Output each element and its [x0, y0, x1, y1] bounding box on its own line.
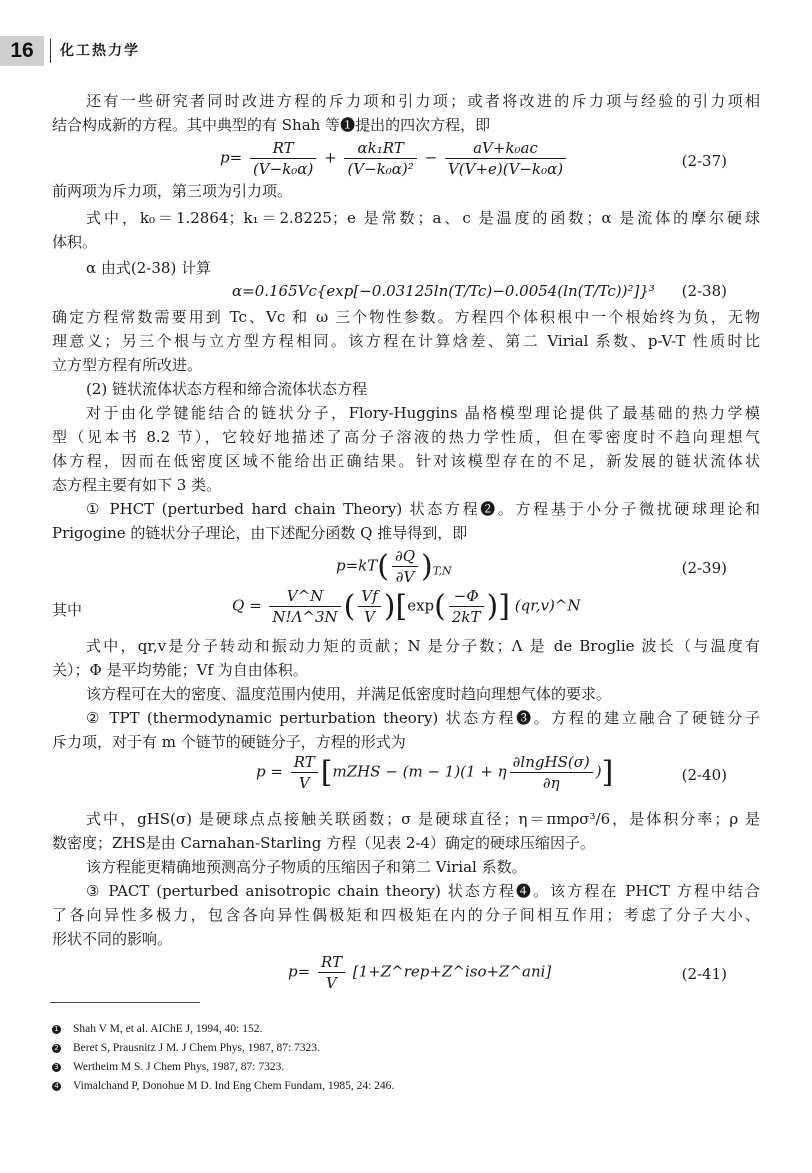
denominator: V(V+e)(V−k₀α)	[447, 160, 564, 178]
text-line: 型（见本书 8.2 节），它较好地描述了高分子溶液的热力学性质，但在零密度时不趋向理想气	[52, 428, 760, 446]
equation-2-40	[256, 752, 613, 793]
equation-2-41	[288, 952, 551, 993]
paren: )	[383, 589, 396, 624]
exp-label: exp	[407, 596, 435, 615]
equation-number: (2-38)	[681, 282, 727, 300]
text-line: 该方程可在大的密度、温度范围内使用，并满足低密度时趋向理想气体的要求。	[86, 685, 612, 703]
equation-2-38: α=0.165Vc{exp[−0.03125ln(T/Tc)−0.0054(ln(T/Tc))²]}³	[232, 282, 655, 300]
text-line: 还有一些研究者同时改进方程的斥力项和引力项；或者将改进的斥力项与经验的引力项相	[86, 92, 760, 110]
text-line: α 由式(2-38) 计算	[86, 259, 212, 277]
text-line: (2) 链状流体状态方程和缔合流体状态方程	[86, 380, 368, 398]
fraction	[510, 752, 593, 793]
footnote-rule	[50, 1002, 200, 1003]
text-line: 对于由化学键能结合的链状分子，Flory-Huggins 晶格模型理论提供了最基础的热力学模	[86, 404, 760, 422]
numerator: Vf	[358, 586, 380, 607]
footnote	[52, 1040, 320, 1056]
numerator: RT	[250, 138, 316, 159]
bracket: ]	[498, 589, 510, 624]
denominator: V	[326, 974, 337, 992]
footnote-marker: 1	[52, 1025, 61, 1034]
eq-end: )	[595, 762, 602, 781]
text-line: 确定方程常数需要用到 Tc、Vc 和 ω 三个物性参数。方程四个体积根中一个根始终为负，无物	[52, 308, 760, 326]
fraction	[318, 952, 345, 993]
text-line: 体积。	[52, 233, 98, 251]
footnote-text: Vimalchand P, Donohue M D. Ind Eng Chem Fundam, 1985, 24: 246.	[73, 1080, 395, 1092]
eq-lhs: p=	[288, 962, 311, 981]
operator: −	[424, 148, 438, 167]
text-line: 式中，gHS(σ) 是硬球点点接触关联函数；σ 是硬球直径；η＝πmρσ³/6，是体积分率；ρ 是	[86, 810, 760, 828]
denominator: (V−k₀α)²	[347, 160, 414, 178]
bracket: [	[320, 755, 333, 790]
text-line: 关）；Φ 是平均势能；Vf 为自由体积。	[52, 661, 308, 679]
numerator: −Φ	[449, 586, 484, 607]
text-line: 形状不同的影响。	[52, 930, 173, 948]
denominator: ∂V	[395, 568, 415, 586]
numerator: αk₁RT	[344, 138, 416, 159]
text-line: ③ PACT (perturbed anisotropic chain theory) 状态方程❹。该方程在 PHCT 方程中结合	[86, 882, 760, 900]
text-line: 式中，qr,v是分子转动和振动力矩的贡献；N 是分子数；Λ 是 de Broglie 波长（与温度有	[86, 637, 760, 655]
eq-lhs: p=	[220, 148, 243, 167]
text-line: 态方程主要有如下 3 类。	[52, 476, 222, 494]
fraction	[344, 138, 416, 179]
fraction	[250, 138, 316, 179]
text-line: ② TPT (thermodynamic perturbation theory) 状态方程❸。方程的建立融合了硬链分子	[86, 709, 760, 727]
eq-middle: mZHS − (m − 1)(1 + η	[332, 762, 507, 781]
denominator: (V−k₀α)	[252, 160, 314, 178]
paren: (	[343, 589, 356, 624]
equation-2-37	[220, 138, 569, 179]
equation-partition-function	[232, 586, 581, 627]
text-line: 了各向异性多极力，包含各向异性偶极矩和四极矩在内的分子间相互作用；考虑了分子大小、	[52, 906, 760, 924]
fraction	[291, 752, 318, 793]
fraction	[445, 138, 566, 179]
text-line: 数密度；ZHS是由 Carnahan-Starling 方程（见表 2-4）确定的硬球压缩因子。	[52, 834, 596, 852]
text-line: 体方程，因而在低密度区域不能给出正确结果。针对该模型存在的不足，新发展的链状流体状	[52, 452, 760, 470]
footnote-text: Beret S, Prausnitz J M. J Chem Phys, 1987, 87: 7323.	[73, 1042, 320, 1054]
denominator: N!Λ^3N	[272, 608, 338, 626]
paren: (	[377, 549, 389, 584]
bracket: ]	[601, 755, 614, 790]
denominator: ∂η	[542, 774, 560, 792]
text-line: 式中，k₀＝1.2864；k₁＝2.8225；e 是常数；a、c 是温度的函数；α 是流体的摩尔硬球	[86, 209, 760, 227]
footnote-marker: 2	[52, 1044, 61, 1053]
fraction	[449, 586, 484, 627]
page-number: 16	[0, 36, 44, 66]
footnote	[52, 1021, 262, 1037]
text-line: 立方型方程有所改进。	[52, 356, 203, 374]
equation-number: (2-40)	[681, 766, 727, 784]
numerator: ∂Q	[392, 546, 418, 567]
numerator: RT	[291, 752, 318, 773]
text-line: ① PHCT (perturbed hard chain Theory) 状态方程❷。方程基于小分子微扰硬球理论和	[86, 500, 760, 518]
numerator: V^N	[269, 586, 340, 607]
footnote-marker: 4	[52, 1082, 61, 1091]
text-line: 理意义；另三个根与立方型方程相同。该方程在计算焓差、第二 Virial 系数、p-V-T 性质时比	[52, 332, 760, 350]
text-line: 结合构成新的方程。其中典型的有 Shah 等❶提出的四次方程，即	[52, 116, 491, 134]
equation-number: (2-41)	[681, 965, 727, 983]
page-header	[0, 36, 812, 66]
footnote-text: Wertheim M S. J Chem Phys, 1987, 87: 7323.	[73, 1061, 285, 1073]
running-title: 化工热力学	[60, 43, 140, 59]
subscript: T,N	[432, 564, 452, 578]
footnote	[52, 1059, 284, 1075]
operator: +	[324, 148, 337, 167]
numerator: ∂lngHS(σ)	[510, 752, 593, 773]
numerator: aV+k₀ac	[445, 138, 566, 159]
eq-lhs: p =	[256, 762, 283, 781]
text-line: 该方程能更精确地预测高分子物质的压缩因子和第二 Virial 系数。	[86, 858, 527, 876]
header-divider	[50, 39, 51, 63]
paren: )	[486, 589, 499, 624]
bracket: [	[395, 589, 408, 624]
text-line: 斥力项，对于有 m 个链节的硬链分子，方程的形式为	[52, 733, 406, 751]
fraction	[392, 546, 418, 587]
equation-number: (2-39)	[681, 559, 727, 577]
paren: (	[434, 589, 446, 624]
fraction	[358, 586, 380, 627]
equation-2-39	[336, 546, 452, 587]
text-line: 其中	[52, 601, 83, 619]
text-line: 前两项为斥力项，第三项为引力项。	[52, 182, 293, 200]
eq-rest: [1+Z^rep+Z^iso+Z^ani]	[352, 962, 552, 981]
equation-number: (2-37)	[681, 152, 727, 170]
numerator: RT	[318, 952, 345, 973]
denominator: V	[298, 774, 310, 792]
footnote-marker: 3	[52, 1063, 61, 1072]
fraction	[269, 586, 340, 627]
eq-lhs: p=kT	[336, 556, 378, 575]
footnote-text: Shah V M, et al. AIChE J, 1994, 40: 152.	[73, 1023, 263, 1035]
denominator: 2kT	[451, 608, 481, 626]
paren: )	[421, 549, 433, 584]
text-line: Prigogine 的链状分子理论，由下述配分函数 Q 推导得到，即	[52, 524, 468, 542]
eq-lhs: Q =	[232, 596, 262, 615]
denominator: V	[364, 608, 375, 626]
eq-tail: (qr,v)^N	[514, 596, 581, 615]
footnote	[52, 1078, 394, 1094]
